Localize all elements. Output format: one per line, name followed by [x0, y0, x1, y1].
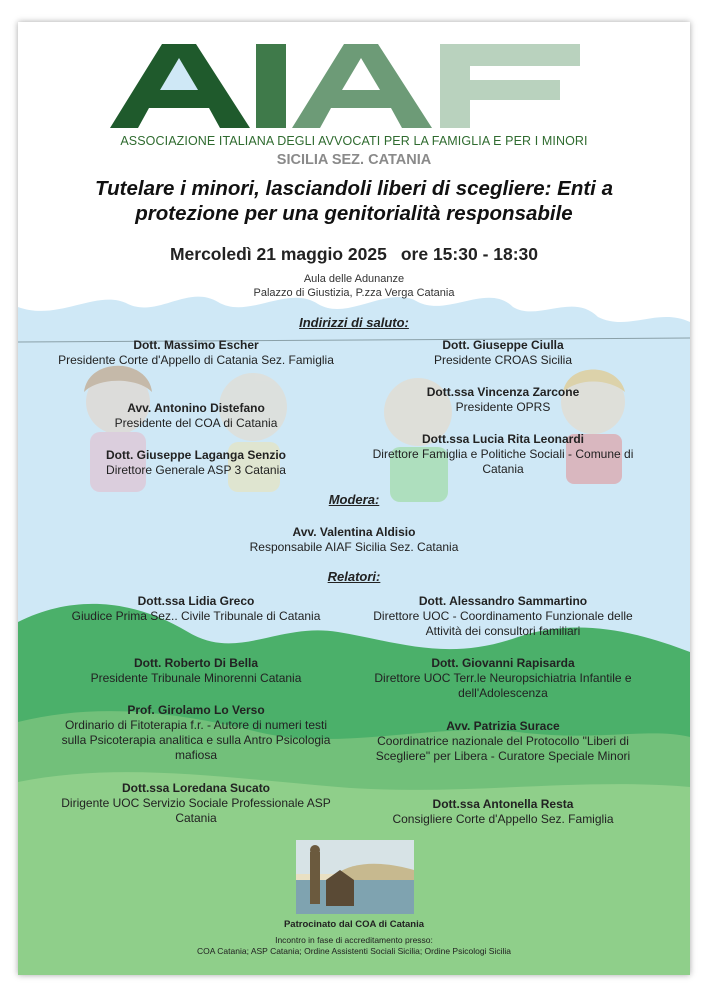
greeting-person: Dott. Giuseppe Ciulla Presidente CROAS Sicilia: [433, 338, 573, 367]
event-time: ore 15:30 - 18:30: [400, 244, 539, 264]
event-title-line-1: Tutelare i minori, lasciandoli liberi di scegliere: Enti a: [95, 177, 613, 200]
venue-line-2: Palazzo di Giustizia, P.zza Verga Catania: [253, 287, 455, 299]
event-date: Mercoledì 21 maggio 2025: [169, 244, 387, 264]
greeting-person: Dott.ssa Lucia Rita Leonardi Direttore Famiglia e Politiche Sociali - Comune di Catania: [372, 432, 634, 476]
greeting-person: Dott.ssa Vincenza Zarcone Presidente OPRS: [426, 385, 580, 414]
patronage-label: Patrocinato dal COA di Catania: [283, 919, 425, 930]
speaker-person: Dott. Alessandro Sammartino Direttore UOC - Coordinamento Funzionale delle Attività dei consultori familiari: [373, 594, 633, 638]
moderator-person: Avv. Valentina Aldisio Responsabile AIAF Sicilia Sez. Catania: [249, 525, 459, 554]
aiaf-wordmark-icon: [110, 36, 580, 136]
speaker-person: Dott.ssa Loredana Sucato Dirigente UOC Servizio Sociale Professionale ASP Catania: [61, 781, 331, 825]
greeting-person: Dott. Giuseppe Laganga Senzio Direttore Generale ASP 3 Catania: [105, 448, 287, 477]
speakers-heading: Relatori:: [327, 569, 381, 584]
speaker-person: Dott. Roberto Di Bella Presidente Tribunale Minorenni Catania: [90, 656, 302, 685]
speaker-person: Dott.ssa Antonella Resta Consigliere Corte d'Appello Sez. Famiglia: [392, 797, 614, 826]
moderator-heading: Modera:: [328, 492, 380, 507]
event-title-line-2: protezione per una genitorialità responsabile: [135, 202, 573, 225]
speaker-person: Dott.ssa Lidia Greco Giudice Prima Sez.. Civile Tribunale di Catania: [71, 594, 321, 623]
greetings-heading: Indirizzi di saluto:: [299, 315, 409, 330]
event-venue: [18, 272, 690, 300]
venue-line-1: Aula delle Adunanze: [303, 273, 405, 285]
speaker-person: Prof. Girolamo Lo Verso Ordinario di Fitoterapia f.r. - Autore di numeri testi sulla Psicoterapia analitica e sulla Antro Psicologia mafiosa: [61, 703, 331, 762]
association-name: ASSOCIAZIONE ITALIANA DEGLI AVVOCATI PER LA FAMIGLIA E PER I MINORI: [120, 134, 588, 148]
greeting-person: Dott. Massimo Escher Presidente Corte d'Appello di Catania Sez. Famiglia: [58, 338, 334, 367]
accreditation-line-1: Incontro in fase di accreditamento presso:: [275, 935, 433, 945]
accreditation-note: [18, 935, 690, 957]
event-poster: [18, 22, 690, 975]
event-datetime: [18, 244, 690, 265]
greeting-person: Avv. Antonino Distefano Presidente del COA di Catania: [114, 401, 278, 430]
speaker-person: Dott. Giovanni Rapisarda Direttore UOC Terr.le Neuropsichiatria Infantile e dell'Adolescenza: [374, 656, 632, 700]
event-title: [48, 176, 660, 226]
catania-landscape-image: [296, 840, 414, 914]
accreditation-line-2: COA Catania; ASP Catania; Ordine Assistenti Sociali Sicilia; Ordine Psicologi Sicilia: [196, 946, 512, 956]
section-name: SICILIA SEZ. CATANIA: [276, 152, 432, 168]
speaker-person: Avv. Patrizia Surace Coordinatrice nazionale del Protocollo "Liberi di Scegliere" per Libera - Curatore Speciale Minori: [375, 719, 631, 763]
